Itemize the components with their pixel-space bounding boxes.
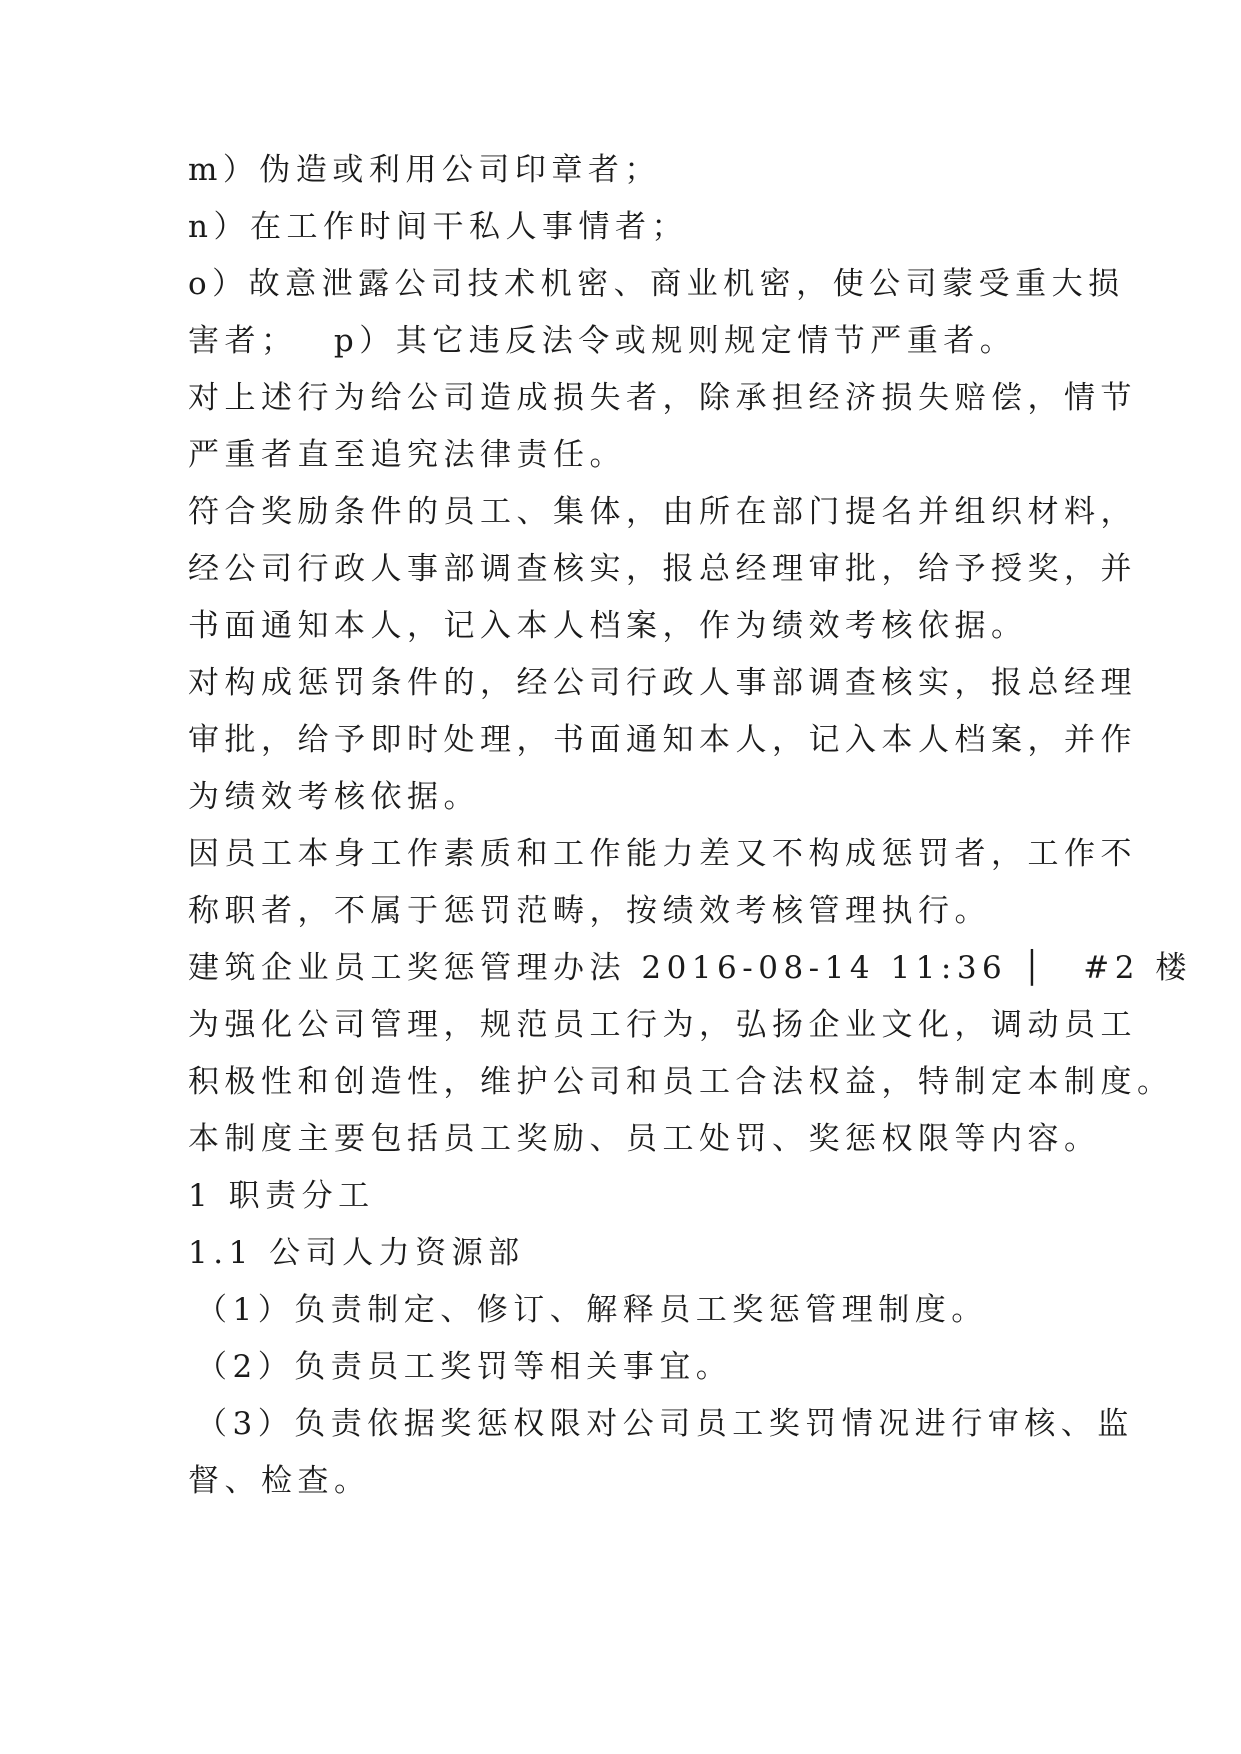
- text-line: 本制度主要包括员工奖励、员工处罚、奖惩权限等内容。: [188, 1121, 1101, 1157]
- text-line: 对构成惩罚条件的，经公司行政人事部调查核实，报总经理: [188, 665, 1137, 701]
- text-line: 督、检查。: [188, 1463, 371, 1499]
- subsection-heading: 1.1 公司人力资源部: [188, 1235, 525, 1271]
- text-line: n）在工作时间干私人事情者；: [188, 209, 688, 245]
- section-heading: 1 职责分工: [188, 1178, 375, 1214]
- post-header-line: 建筑企业员工奖惩管理办法 2016-08-14 11:36 │ #2 楼: [188, 950, 1192, 986]
- list-item: （3）负责依据奖惩权限对公司员工奖罚情况进行审核、监: [196, 1406, 1134, 1442]
- list-item: （1）负责制定、修订、解释员工奖惩管理制度。: [196, 1292, 988, 1328]
- text-line: 害者； p）其它违反法令或规则规定情节严重者。: [188, 323, 1017, 359]
- text-line: m）伪造或利用公司印章者；: [188, 152, 661, 188]
- text-line: 严重者直至追究法律责任。: [188, 437, 626, 473]
- text-line: 审批，给予即时处理，书面通知本人，记入本人档案，并作: [188, 722, 1137, 758]
- text-line: o）故意泄露公司技术机密、商业机密，使公司蒙受重大损: [188, 266, 1125, 302]
- list-item: （2）负责员工奖罚等相关事宜。: [196, 1349, 733, 1385]
- text-line: 积极性和创造性，维护公司和员工合法权益，特制定本制度。: [188, 1064, 1174, 1100]
- text-line: 符合奖励条件的员工、集体，由所在部门提名并组织材料，: [188, 494, 1137, 530]
- text-line: 对上述行为给公司造成损失者，除承担经济损失赔偿，情节: [188, 380, 1137, 416]
- text-line: 书面通知本人，记入本人档案，作为绩效考核依据。: [188, 608, 1028, 644]
- text-line: 因员工本身工作素质和工作能力差又不构成惩罚者，工作不: [188, 836, 1137, 872]
- text-line: 经公司行政人事部调查核实，报总经理审批，给予授奖，并: [188, 551, 1137, 587]
- text-line: 为强化公司管理，规范员工行为，弘扬企业文化，调动员工: [188, 1007, 1137, 1043]
- text-line: 称职者，不属于惩罚范畴，按绩效考核管理执行。: [188, 893, 991, 929]
- text-line: 为绩效考核依据。: [188, 779, 480, 815]
